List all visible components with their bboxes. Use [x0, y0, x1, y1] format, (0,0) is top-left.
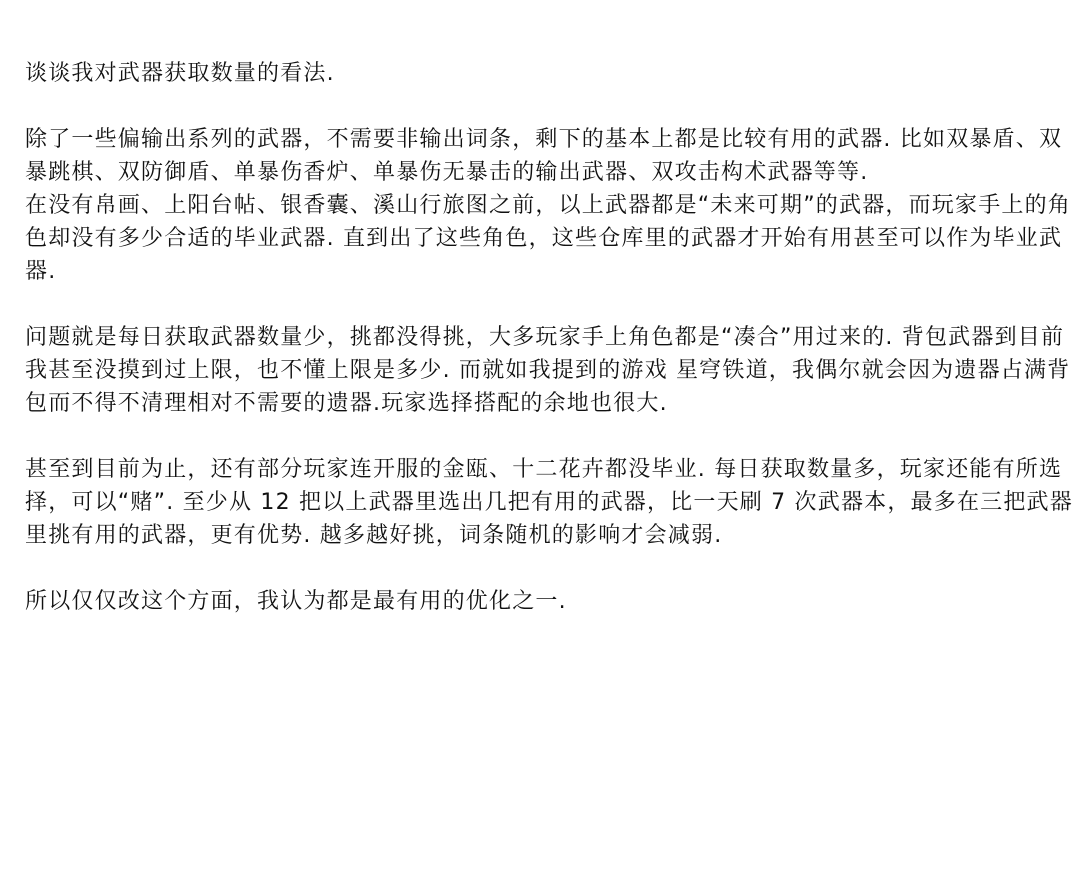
paragraph-useful-weapons: 除了一些偏输出系列的武器，不需要非输出词条，剩下的基本上都是比较有用的武器. 比如双暴盾、双暴跳棋、双防御盾、单暴伤香炉、单暴伤无暴击的输出武器、双攻击构术武器等等. 在没有帛画、上阳台帖、银香囊、溪山行旅图之前，以上武器都是“未来可期”的武器，而玩家手上的角色却没有多少合适的毕业武器. 直到出了这些角色，这些仓库里的武器才开始有用甚至可以作为毕业武器. [25, 127, 1071, 284]
document-body [25, 57, 1073, 618]
paragraph-acquisition-problem: 问题就是每日获取武器数量少，挑都没得挑，大多玩家手上角色都是“凑合”用过来的. 背包武器到目前我甚至没摸到过上限，也不懂上限是多少. 而就如我提到的游戏 星穹铁道，我偶尔就会因为遗器占满背包而不得不清理相对不需要的遗器.玩家选择搭配的余地也很大. [25, 325, 1071, 416]
paragraph-conclusion: 所以仅仅改这个方面，我认为都是最有用的优化之一. [25, 589, 567, 614]
paragraph-title: 谈谈我对武器获取数量的看法. [25, 61, 335, 86]
paragraph-more-choice: 甚至到目前为止，还有部分玩家连开服的金瓯、十二花卉都没毕业. 每日获取数量多，玩家还能有所选择，可以“赌”. 至少从 12 把以上武器里选出几把有用的武器，比一天刷 7 次武器本，最多在三把武器里挑有用的武器，更有优势. 越多越好挑，词条随机的影响才会减弱. [25, 457, 1073, 548]
